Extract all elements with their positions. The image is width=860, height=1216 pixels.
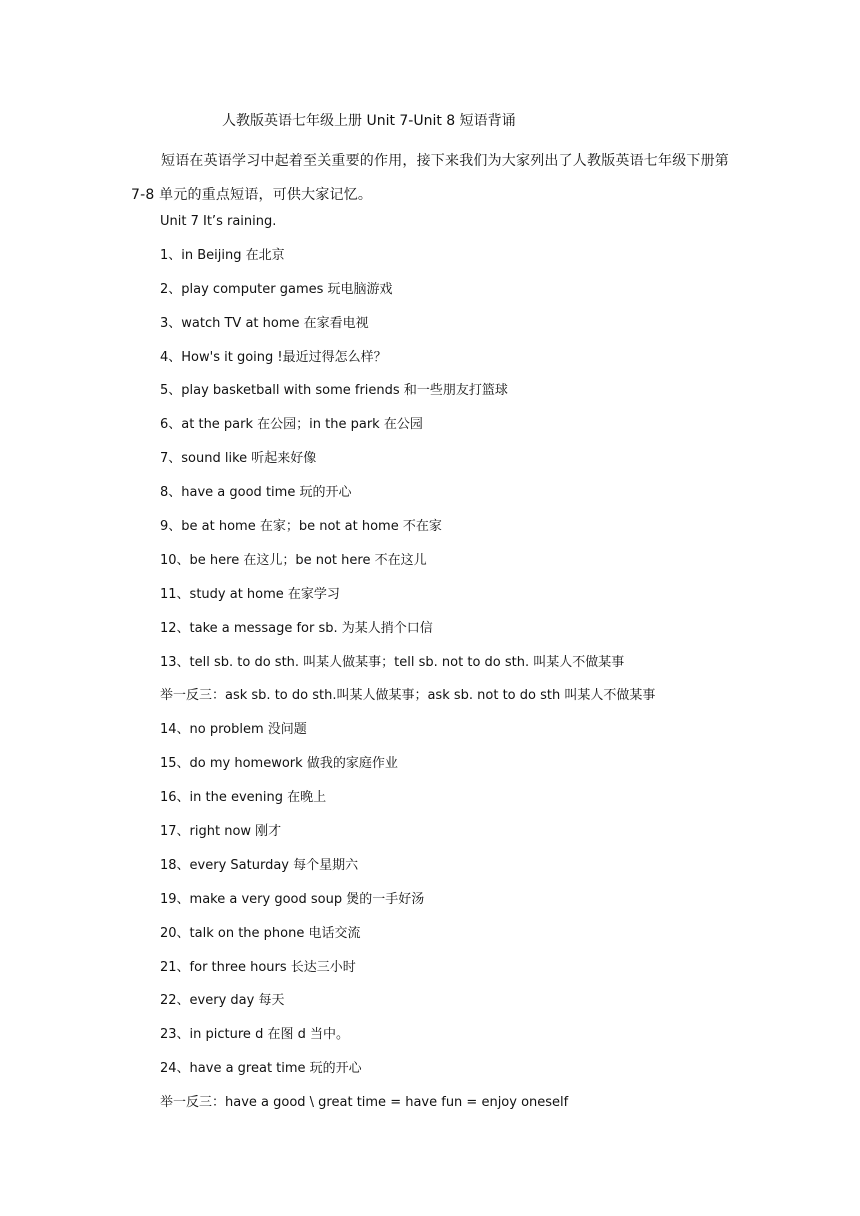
phrase-item: 11、study at home 在家学习: [160, 586, 340, 602]
phrase-item: 20、talk on the phone 电话交流: [160, 925, 361, 941]
phrase-item: 4、How's it going !最近过得怎么样？: [160, 349, 387, 365]
phrase-item: 5、play basketball with some friends 和一些朋友打篮球: [160, 383, 508, 399]
phrase-item: 17、right now 刚才: [160, 824, 282, 840]
phrase-item: 6、at the park 在公园；in the park 在公园: [160, 417, 423, 433]
phrase-item: 18、every Saturday 每个星期六: [160, 857, 359, 873]
phrase-item: 7、sound like 听起来好像: [160, 451, 317, 467]
phrase-item: 13、tell sb. to do sth. 叫某人做某事；tell sb. not to do sth. 叫某人不做某事: [160, 654, 625, 670]
phrase-list: [160, 211, 655, 1126]
extension-note: 举一反三：ask sb. to do sth.叫某人做某事；ask sb. not to do sth 叫某人不做某事: [160, 688, 656, 704]
phrase-item: 23、in picture d 在图 d 当中。: [160, 1027, 349, 1043]
phrase-item: 14、no problem 没问题: [160, 722, 307, 738]
phrase-item: 8、have a good time 玩的开心: [160, 485, 352, 501]
phrase-item: 12、take a message for sb. 为某人捎个口信: [160, 620, 433, 636]
extension-note: 举一反三：have a good \ great time = have fun = enjoy oneself: [160, 1095, 569, 1111]
phrase-item: 24、have a great time 玩的开心: [160, 1061, 362, 1077]
unit-heading: Unit 7 It’s raining.: [160, 214, 277, 229]
phrase-item: 22、every day 每天: [160, 993, 285, 1009]
phrase-item: 3、watch TV at home 在家看电视: [160, 315, 369, 331]
intro-paragraph: 短语在英语学习中起着至关重要的作用，接下来我们为大家列出了人教版英语七年级下册第 7-8 单元的重点短语，可供大家记忆。: [131, 153, 729, 203]
phrase-item: 16、in the evening 在晚上: [160, 790, 327, 806]
phrase-item: 21、for three hours 长达三小时: [160, 959, 356, 975]
phrase-item: 19、make a very good soup 煲的一手好汤: [160, 891, 425, 907]
phrase-item: 2、play computer games 玩电脑游戏: [160, 281, 393, 297]
phrase-item: 1、in Beijing 在北京: [160, 247, 285, 263]
phrase-item: 9、be at home 在家；be not at home 不在家: [160, 519, 442, 535]
phrase-item: 15、do my homework 做我的家庭作业: [160, 756, 398, 772]
document-title: 人教版英语七年级上册 Unit 7-Unit 8 短语背诵: [222, 113, 516, 129]
phrase-item: 10、be here 在这儿；be not here 不在这儿: [160, 552, 427, 568]
